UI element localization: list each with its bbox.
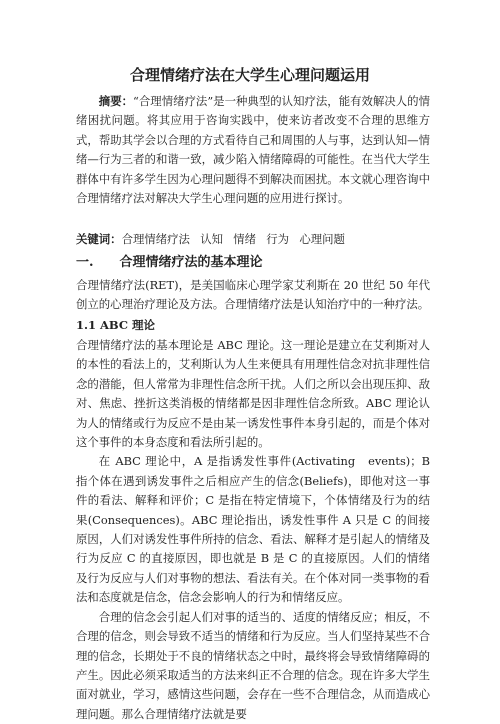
- body-text: [76, 336, 430, 724]
- document-title: 合理情绪疗法在大学生心理问题运用: [129, 66, 370, 84]
- keyword: 行为: [266, 232, 290, 246]
- subsection-heading-block: [76, 316, 430, 335]
- abstract-block: [76, 92, 430, 208]
- keyword: 心理问题: [299, 232, 345, 246]
- section-heading: 一. 合理情绪疗法的基本理论: [76, 255, 263, 270]
- abstract-text: “合理情绪疗法”是一种典型的认知疗法，能有效解决人的情绪困扰问题。将其应用于咨询实践中，使来访者改变不合理的思维方式，帮助其学会以合理的方式看待自己和周围的人与事，达到认知—情绪—行为三者的和谐一致，减少陷入情绪障碍的可能性。在当代大学生群体中有许多学生因为心理问题得不到解决而困扰。本文就心理咨询中合理情绪疗法对解决大学生心理问题的应用进行探讨。: [76, 94, 430, 206]
- keywords-label: 关键词：: [76, 232, 122, 246]
- section-intro: 合理情绪疗法(RET)，是美国临床心理学家艾利斯在 20 世纪 50 年代创立的心理治疗理论及方法。合理情绪疗法是认知治疗中的一种疗法。: [76, 278, 430, 312]
- section-1-heading-block: [76, 253, 430, 272]
- keyword: 合理情绪疗法: [121, 232, 190, 246]
- subsection-heading: 1.1 ABC 理论: [76, 318, 156, 332]
- abstract-label: 摘要：: [98, 94, 134, 108]
- keyword: 情绪: [233, 232, 257, 246]
- section-1-intro-block: [76, 276, 430, 315]
- keyword: 认知: [200, 232, 223, 246]
- keywords-line: [76, 230, 430, 249]
- paragraph: 合理的信念会引起人们对事的适当的、适度的情绪反应；相反，不合理的信念，则会导致不适当的情绪和行为反应。当人们坚持某些不合理的信念，长期处于不良的情绪状态之中时，最终将会导致情绪障碍的产生。因此必须采取适当的方法来纠正不合理的信念。现在许多大学生面对就业，学习，感情这些问题，会存在一些不合理信念，从而造成心理问题。那么合理情绪疗法就是要: [76, 609, 430, 721]
- paragraph: 在 ABC 理论中，A 是指诱发性事件(Activating events)；B 指个体在遇到诱发事件之后相应产生的信念(Beliefs)，即他对这一事件的看法、解释和评价；C 是指在特定情境下，个体情绪及行为的结果(Consequences)。ABC 理论指出，诱发性事件 A 只是 C 的间接原因，人们对诱发性事件所持的信念、看法、解释才是引起人的情绪及行为反应 C 的直接原因，即也就是 B 是 C 的直接原因。人们的情绪及行为反应与人们对事物的想法、看法有关。在个体对同一类事物的看法和态度就是信念，信念会影响人的行为和情绪反应。: [76, 454, 430, 605]
- paragraph: 合理情绪疗法的基本理论是 ABC 理论。这一理论是建立在艾利斯对人的本性的看法上的，艾利斯认为人生来便具有用理性信念对抗非理性信念的潜能，但人常常为非理性信念所干扰。人们之所以会出现压抑、敌对、焦虑、挫折这类消极的情绪都是因非理性信念所致。ABC 理论认为人的情绪或行为反应不是由某一诱发性事件本身引起的，而是个体对这个事件的本身态度和看法所引起的。: [76, 338, 430, 450]
